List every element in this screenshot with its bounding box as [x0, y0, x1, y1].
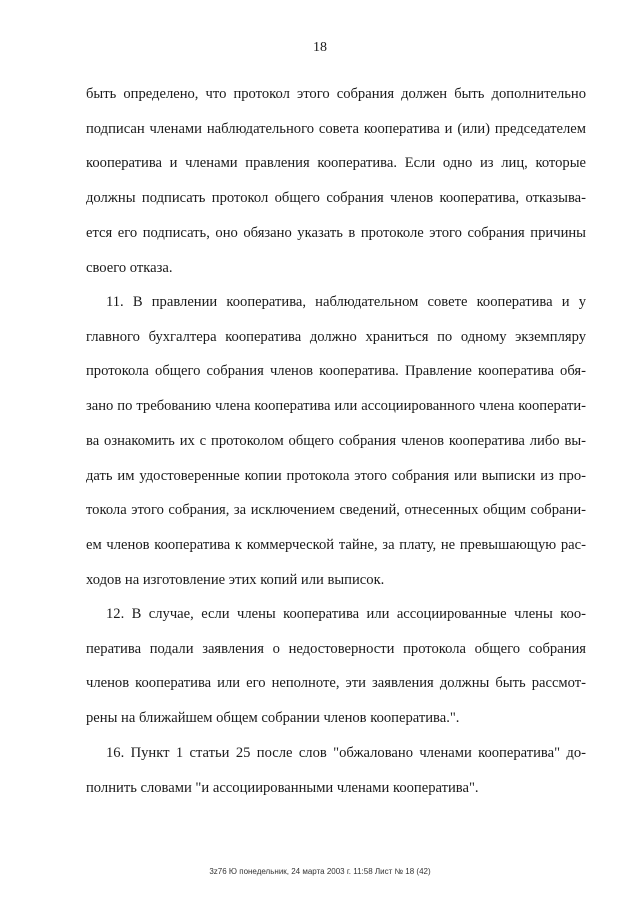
text-line: 11. В правлении кооператива, наблюдательном совете кооператива и у — [106, 294, 586, 310]
text-line: подписан членами наблюдательного совета кооператива и (или) председателем — [86, 120, 586, 137]
text-line: ется его подписать, оно обязано указать в протоколе этого собрания причины — [86, 224, 586, 241]
paragraph-16 — [86, 736, 586, 805]
text-line: токола этого собрания, за исключением сведений, отнесенных общим собрани- — [86, 502, 586, 519]
text-line: должны подписать протокол общего собрания членов кооператива, отказыва- — [86, 190, 586, 207]
text-line: полнить словами "и ассоциированными членами кооператива". — [86, 779, 479, 796]
paragraph-11 — [86, 285, 586, 597]
paragraph-1 — [86, 77, 586, 285]
text-line: протокола общего собрания членов кооператива. Правление кооператива обя- — [86, 363, 586, 380]
text-line: рены на ближайшем общем собрании членов кооператива.". — [86, 710, 460, 727]
text-line: дать им удостоверенные копии протокола этого собрания или выписки из про- — [86, 467, 586, 484]
text-line: кооператива и членами правления кооператива. Если одно из лиц, которые — [86, 155, 586, 172]
text-line: ходов на изготовление этих копий или выписок. — [86, 571, 385, 588]
text-line: своего отказа. — [86, 259, 173, 276]
text-line: ва ознакомить их с протоколом общего собрания членов кооператива либо вы- — [86, 432, 586, 449]
text-line: ператива подали заявления о недостоверности протокола общего собрания — [86, 640, 586, 657]
text-line: членов кооператива или его неполноте, эти заявления должны быть рассмот- — [86, 675, 586, 692]
text-line: ем членов кооператива к коммерческой тайне, за плату, не превышающую рас- — [86, 536, 586, 553]
text-line: быть определено, что протокол этого собрания должен быть дополнительно — [86, 86, 586, 102]
paragraph-12 — [86, 597, 586, 736]
text-line: зано по требованию члена кооператива или ассоциированного члена кооперати- — [86, 398, 586, 415]
document-footer: 3z76 Ю понедельник, 24 марта 2003 г. 11:58 Лист № 18 (42) — [209, 867, 431, 876]
text-line: 12. В случае, если члены кооператива или ассоциированные члены коо- — [106, 606, 586, 622]
page-number: 18 — [313, 40, 327, 55]
text-line: главного бухгалтера кооператива должно храниться по одному экземпляру — [86, 328, 586, 345]
text-line: 16. Пункт 1 статьи 25 после слов "обжаловано членами кооператива" до- — [106, 745, 586, 761]
